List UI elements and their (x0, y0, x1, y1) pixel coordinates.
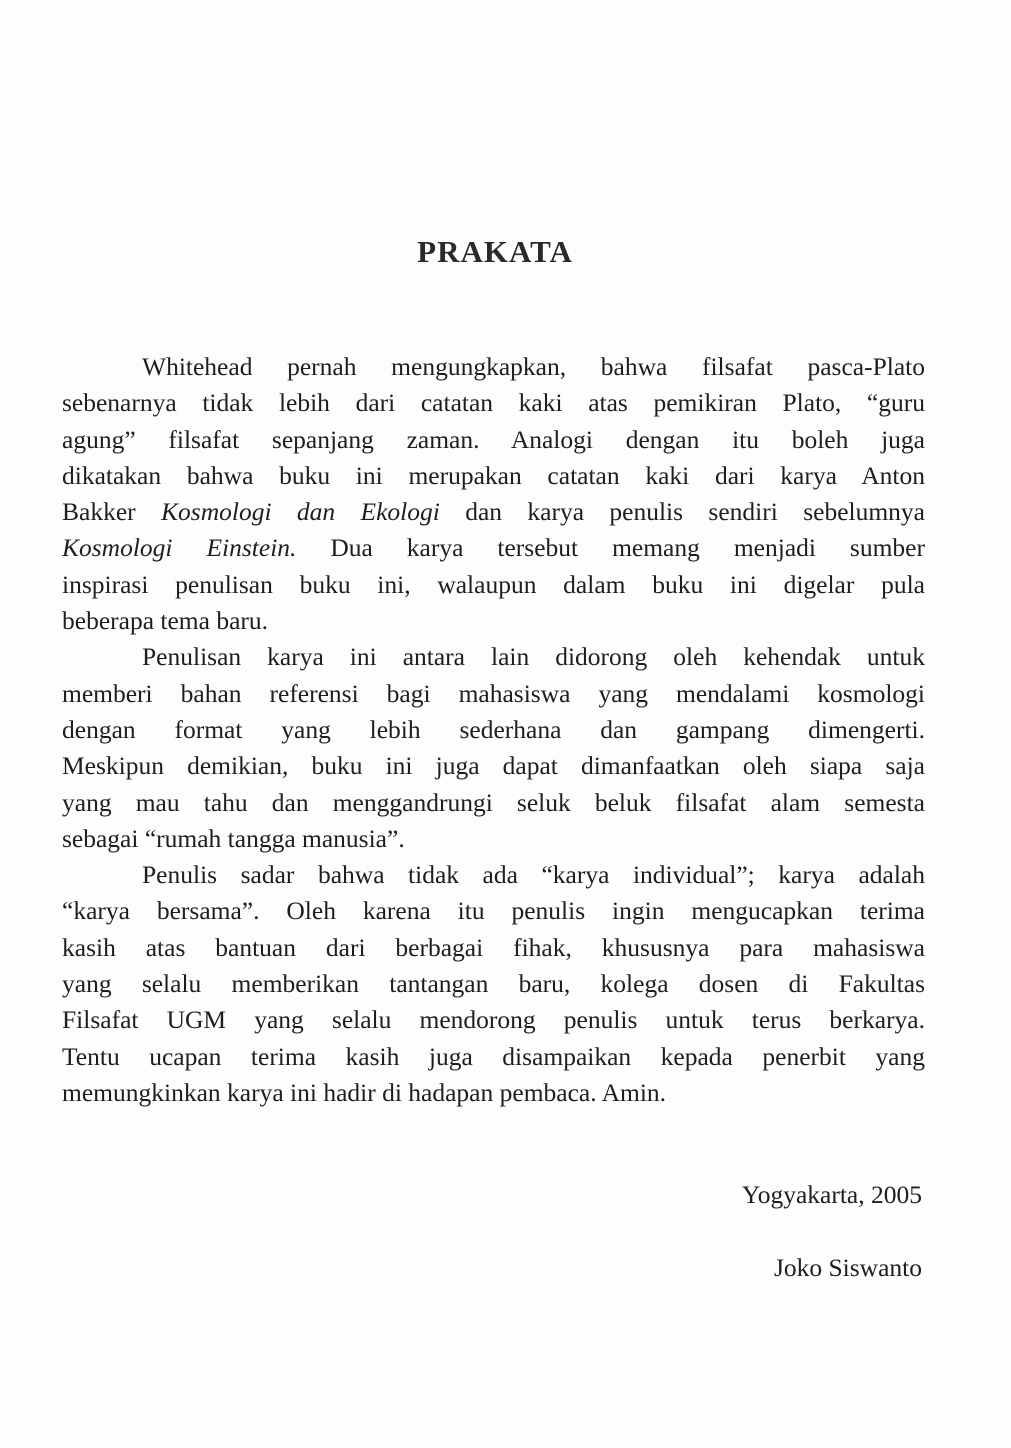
place-date: Yogyakarta, 2005 (741, 1180, 922, 1209)
text-line (62, 349, 925, 385)
text-line (62, 567, 925, 603)
text-segment: sebenarnya tidak lebih dari catatan kaki atas pemikiran Plato, “guru (62, 388, 925, 418)
text-line (62, 458, 925, 494)
text-segment: Penulis sadar bahwa tidak ada “karya individual”; karya adalah (142, 860, 925, 890)
text-segment: Filsafat UGM yang selalu mendorong penulis untuk terus berkarya. (62, 1005, 925, 1035)
text-line (62, 639, 925, 675)
text-line (62, 422, 925, 458)
text-line (62, 748, 925, 784)
text-line (62, 857, 925, 893)
text-segment: memungkinkan karya ini hadir di hadapan pembaca. Amin. (62, 1077, 667, 1107)
text-line (62, 385, 925, 421)
text-segment: Bakker (62, 497, 162, 527)
text-line (62, 893, 925, 929)
preface-body (62, 349, 925, 1111)
italic-title: Kosmologi Einstein. (62, 533, 297, 563)
text-segment: Penulisan karya ini antara lain didorong oleh kehendak untuk (142, 642, 925, 672)
text-line (62, 1075, 925, 1111)
text-line (62, 821, 925, 857)
text-line (62, 1002, 925, 1038)
page-title: PRAKATA (417, 234, 573, 269)
text-line (62, 966, 925, 1002)
text-line (62, 930, 925, 966)
text-segment: agung” filsafat sepanjang zaman. Analogi dengan itu boleh juga (62, 424, 925, 454)
text-segment: yang selalu memberikan tantangan baru, kolega dosen di Fakultas (62, 969, 925, 999)
text-segment: dengan format yang lebih sederhana dan gampang dimengerti. (62, 714, 925, 744)
italic-title: Kosmologi dan Ekologi (161, 497, 440, 527)
author-name: Joko Siswanto (773, 1253, 922, 1282)
text-line (62, 1039, 925, 1075)
text-line (62, 676, 925, 712)
text-segment: kasih atas bantuan dari berbagai fihak, khususnya para mahasiswa (62, 932, 925, 962)
text-line (62, 712, 925, 748)
text-segment: Meskipun demikian, buku ini juga dapat dimanfaatkan oleh siapa saja (62, 751, 925, 781)
text-segment: inspirasi penulisan buku ini, walaupun dalam buku ini digelar pula (62, 569, 925, 599)
text-segment: dan karya penulis sendiri sebelumnya (439, 497, 925, 527)
text-segment: “karya bersama”. Oleh karena itu penulis ingin mengucapkan terima (62, 896, 925, 926)
text-segment: sebagai “rumah tangga manusia”. (62, 823, 405, 853)
text-segment: dikatakan bahwa buku ini merupakan catatan kaki dari karya Anton (62, 460, 925, 490)
text-segment: yang mau tahu dan menggandrungi seluk beluk filsafat alam semesta (62, 787, 925, 817)
text-line (62, 494, 925, 530)
text-segment: Whitehead pernah mengungkapkan, bahwa filsafat pasca-Plato (142, 352, 925, 381)
text-line (62, 785, 925, 821)
text-segment: Dua karya tersebut memang menjadi sumber (296, 533, 925, 563)
text-segment: memberi bahan referensi bagi mahasiswa yang mendalami kosmologi (62, 678, 925, 708)
text-segment: Tentu ucapan terima kasih juga disampaikan kepada penerbit yang (62, 1041, 925, 1071)
text-segment: beberapa tema baru. (62, 606, 269, 636)
text-line (62, 530, 925, 566)
text-line (62, 603, 925, 639)
